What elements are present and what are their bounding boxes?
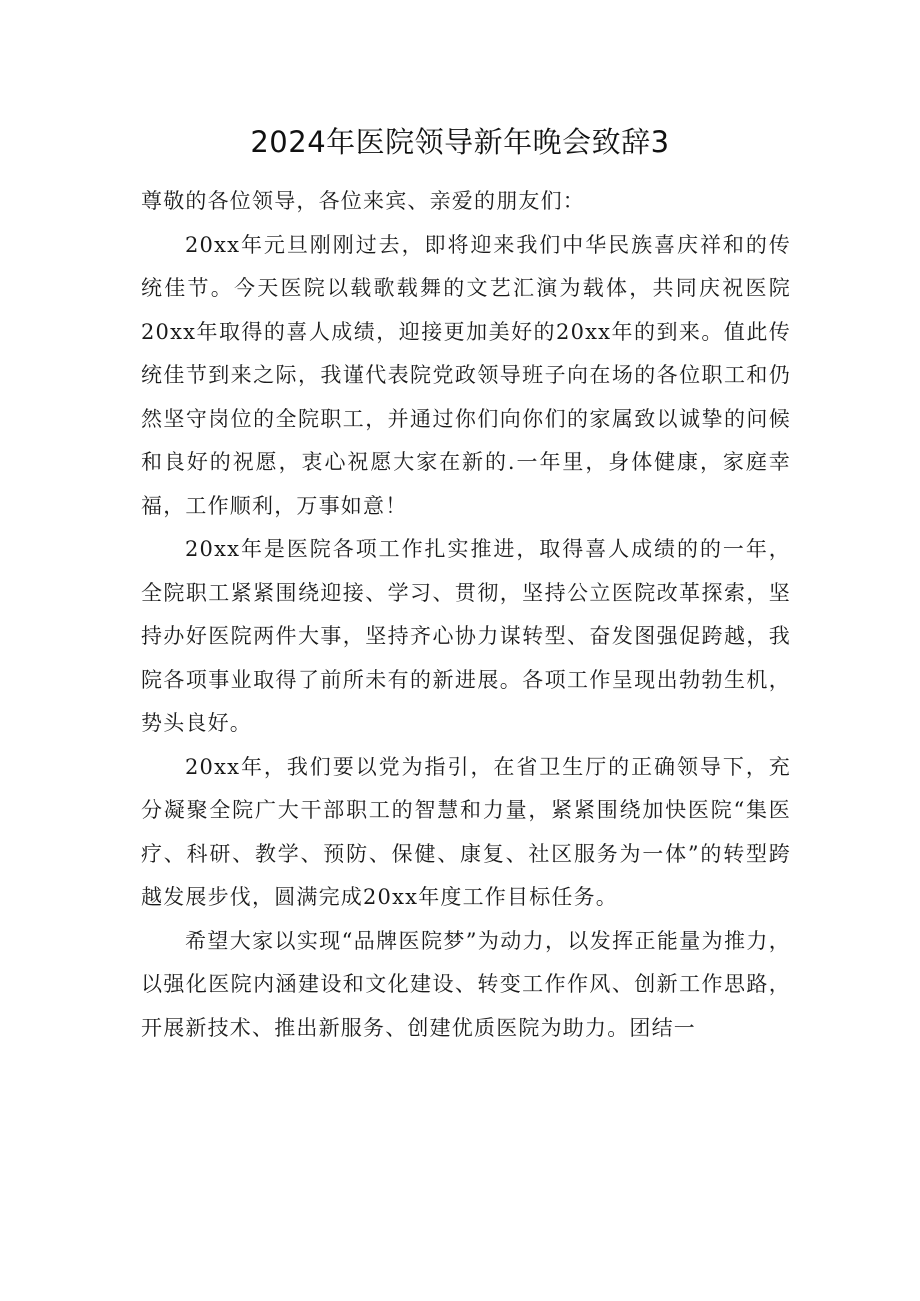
paragraph-1: 20xx年元旦刚刚过去，即将迎来我们中华民族喜庆祥和的传统佳节。今天医院以载歌载舞的文艺汇演为载体，共同庆祝医院20xx年取得的喜人成绩，迎接更加美好的20xx年的到来。值此传统佳节到来之际，我谨代表院党政领导班子向在场的各位职工和仍然坚守岗位的全院职工，并通过你们向你们的家属致以诚挚的问候和良好的祝愿，衷心祝愿大家在新的.一年里，身体健康，家庭幸福，工作顺利，万事如意！ [141,232,791,518]
salutation: 尊敬的各位领导，各位来宾、亲爱的朋友们： [141,189,585,213]
paragraph-2: 20xx年是医院各项工作扎实推进，取得喜人成绩的的一年，全院职工紧紧围绕迎接、学习、贯彻，坚持公立医院改革探索，坚持办好医院两件大事，坚持齐心协力谋转型、奋发图强促跨越，我院各项事业取得了前所未有的新进展。各项工作呈现出勃勃生机，势头良好。 [141,537,791,735]
paragraph-4: 希望大家以实现“品牌医院梦”为动力，以发挥正能量为推力，以强化医院内涵建设和文化建设、转变工作作风、创新工作思路，开展新技术、推出新服务、创建优质医院为助力。团结一 [141,928,791,1040]
document-title: 2024年医院领导新年晚会致辞3 [250,125,670,159]
document-body [141,180,791,1050]
paragraph-3: 20xx年，我们要以党为指引，在省卫生厅的正确领导下，充分凝聚全院广大干部职工的智慧和力量，紧紧围绕加快医院“集医疗、科研、教学、预防、保健、康复、社区服务为一体”的转型跨越发展步伐，圆满完成20xx年度工作目标任务。 [141,754,791,909]
